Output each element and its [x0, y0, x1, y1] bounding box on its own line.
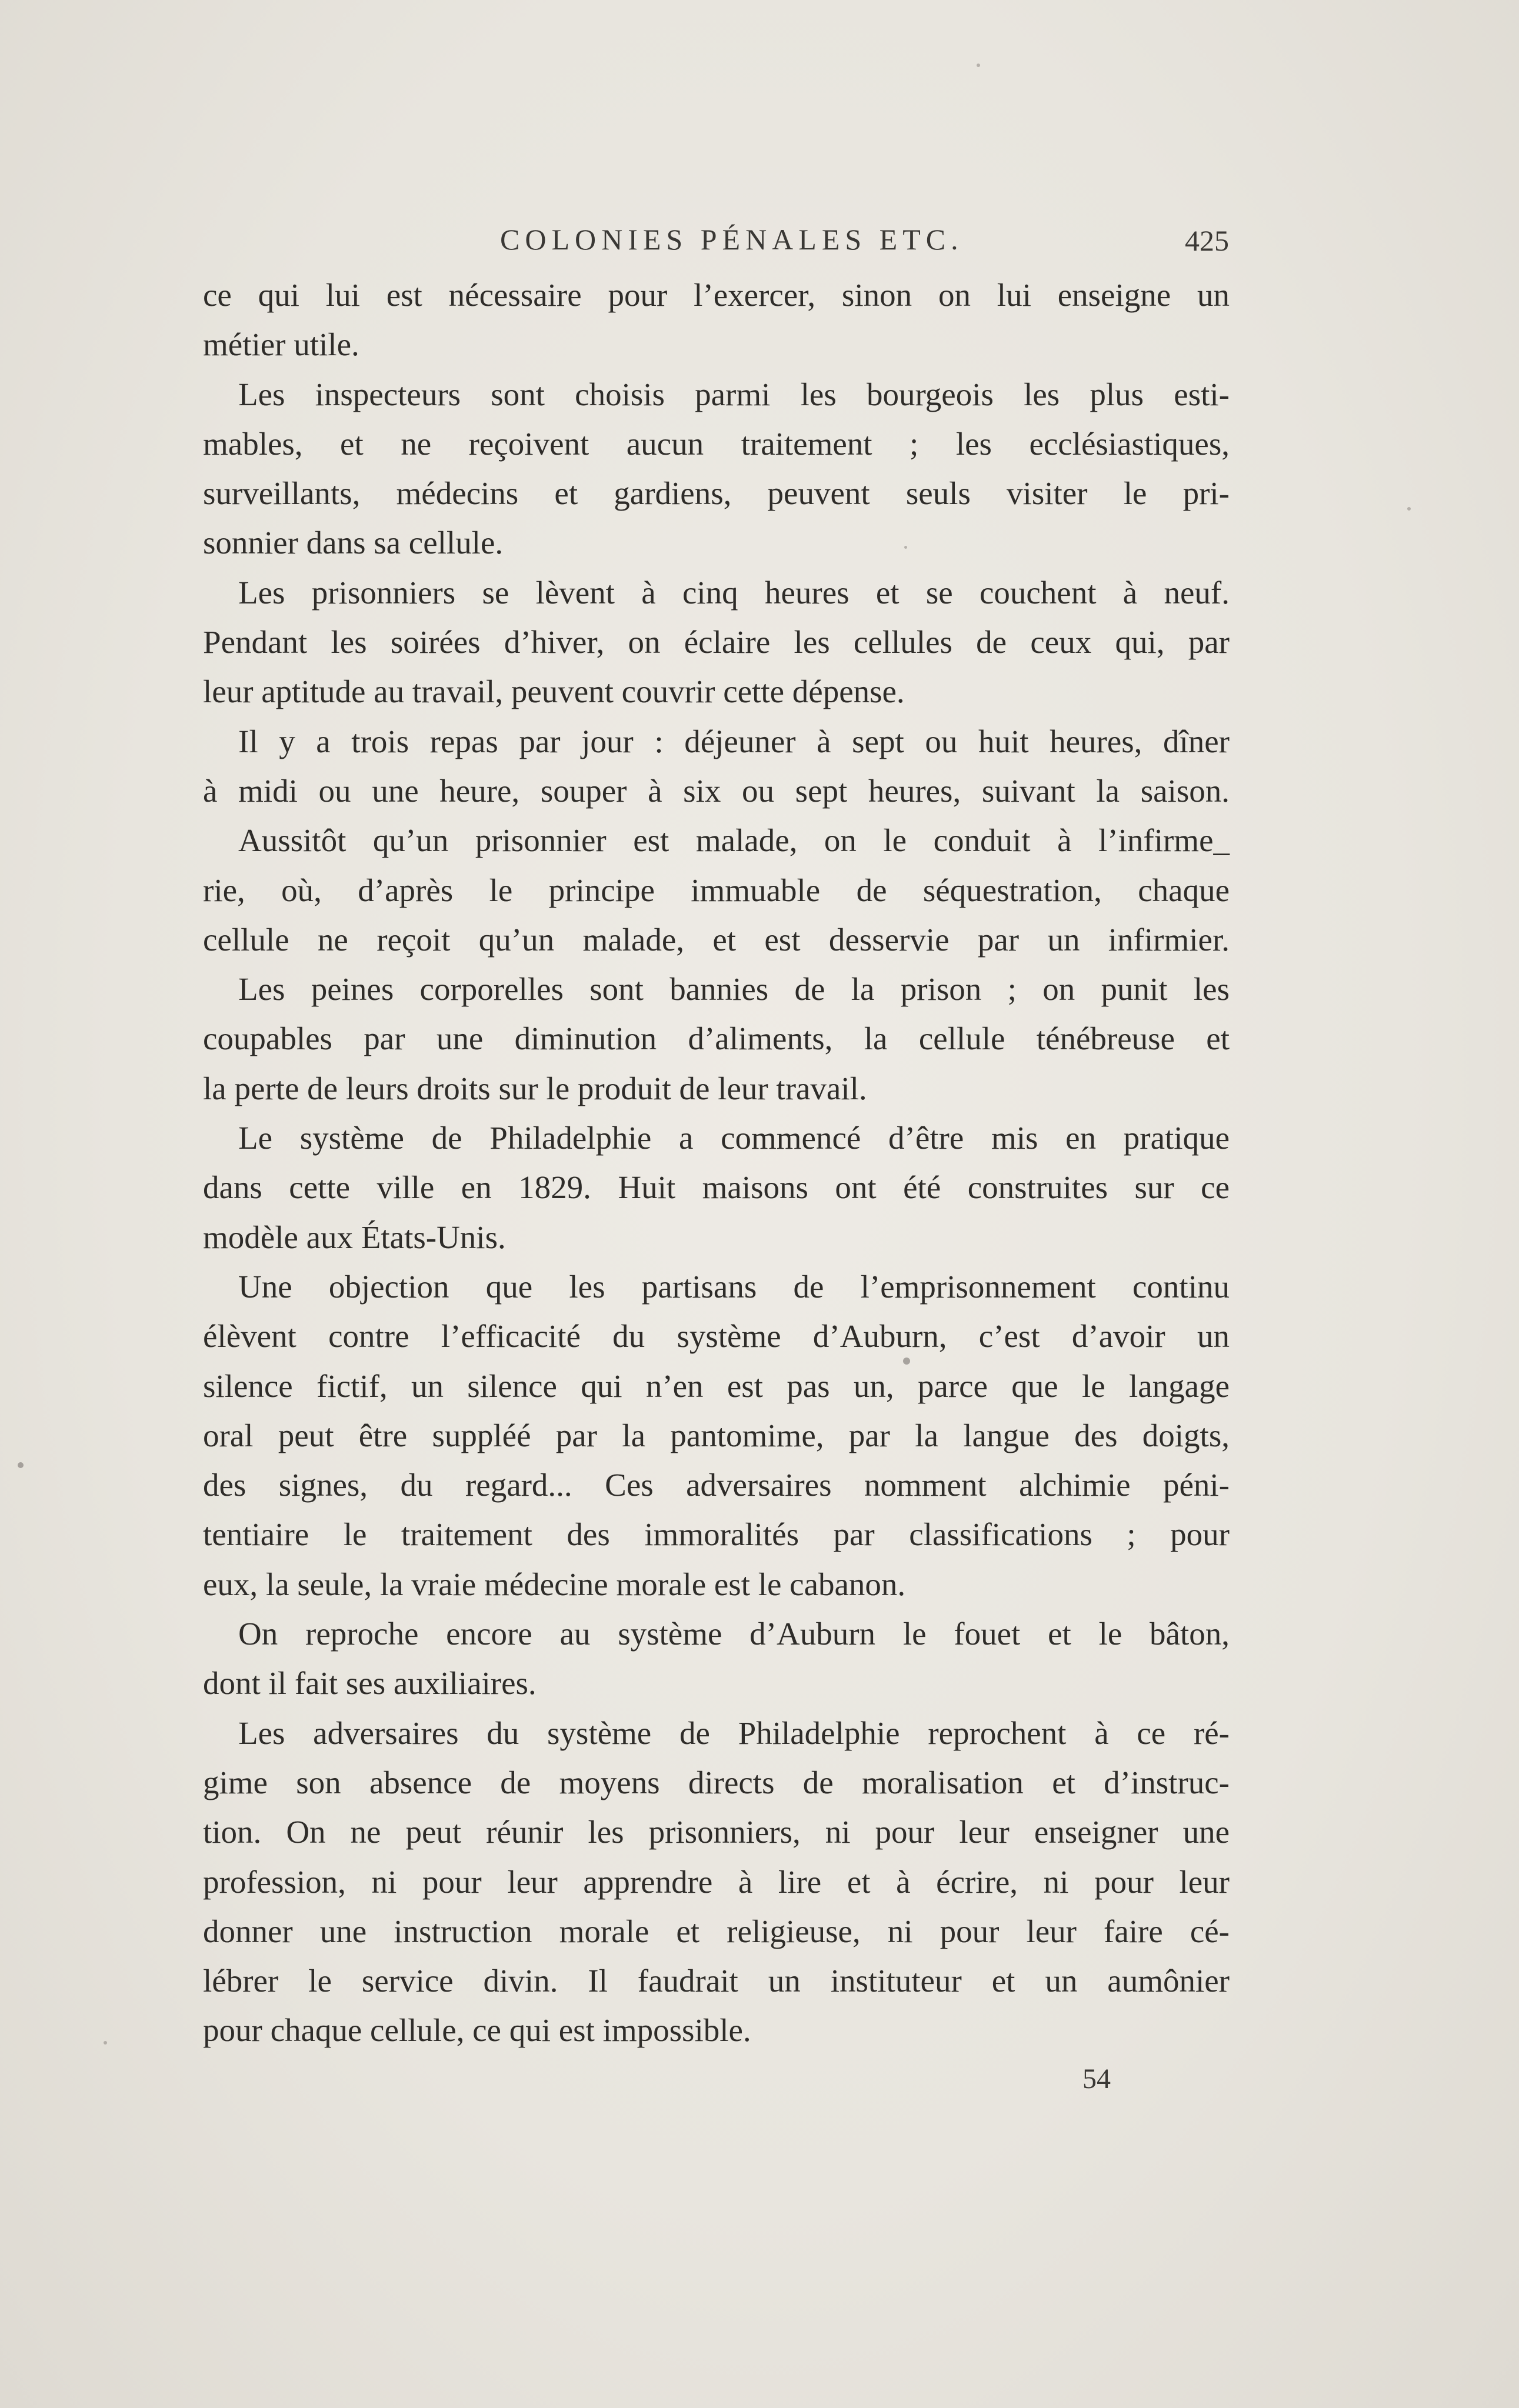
text-line: coupables par une diminution d’aliments, la cellule ténébreuse et: [203, 1020, 1230, 1057]
text-line: oral peut être suppléé par la pantomime, par la langue des doigts,: [203, 1417, 1230, 1453]
text-line: la perte de leurs droits sur le produit de leur travail.: [203, 1070, 867, 1106]
text-line: silence fictif, un silence qui n’en est pas un, parce que le langage: [203, 1368, 1230, 1404]
text-line: surveillants, médecins et gardiens, peuvent seuls visiter le pri-: [203, 475, 1230, 512]
text-line: Une objection que les partisans de l’emprisonnement continu: [238, 1268, 1230, 1305]
text-line: mables, et ne reçoivent aucun traitement ; les ecclésiastiques,: [203, 425, 1230, 462]
text-line: à midi ou une heure, souper à six ou sept heures, suivant la saison.: [203, 772, 1230, 809]
text-line: pour chaque cellule, ce qui est impossible.: [203, 2012, 751, 2049]
text-line: Les inspecteurs sont choisis parmi les bourgeois les plus esti-: [238, 376, 1230, 412]
text-line: tion. On ne peut réunir les prisonniers, ni pour leur enseigner une: [203, 1814, 1230, 1850]
text-line: dont il fait ses auxiliaires.: [203, 1665, 537, 1702]
paper-speck: [1407, 507, 1411, 511]
text-line: Aussitôt qu’un prisonnier est malade, on le conduit à l’infirme_: [238, 822, 1230, 859]
text-line: profession, ni pour leur apprendre à lire et à écrire, ni pour leur: [203, 1863, 1230, 1900]
page-number: 425: [1185, 224, 1229, 257]
text-line: donner une instruction morale et religieuse, ni pour leur faire cé-: [203, 1913, 1230, 1949]
text-line: Il y a trois repas par jour : déjeuner à sept ou huit heures, dîner: [238, 723, 1230, 759]
text-line: eux, la seule, la vraie médecine morale est le cabanon.: [203, 1566, 906, 1602]
running-head: [0, 222, 1519, 258]
running-title: COLONIES PÉNALES ETC.: [500, 223, 964, 256]
text-line: Les prisonniers se lèvent à cinq heures et se couchent à neuf.: [238, 574, 1230, 611]
signature-mark: 54: [1082, 2063, 1111, 2095]
text-line: On reproche encore au système d’Auburn le fouet et le bâton,: [238, 1616, 1230, 1652]
text-line: modèle aux États-Unis.: [203, 1219, 506, 1255]
text-line: Les peines corporelles sont bannies de la prison ; on punit les: [238, 971, 1230, 1008]
text-line: Les adversaires du système de Philadelphie reprochent à ce ré-: [238, 1715, 1230, 1751]
text-line: tentiaire le traitement des immoralités par classifications ; pour: [203, 1516, 1230, 1553]
text-line: ce qui lui est nécessaire pour l’exercer, sinon on lui enseigne un: [203, 277, 1230, 313]
paper-speck: [104, 2041, 107, 2045]
text-line: des signes, du regard... Ces adversaires nomment alchimie péni-: [203, 1467, 1230, 1503]
text-line: élèvent contre l’efficacité du système d’Auburn, c’est d’avoir un: [203, 1318, 1230, 1355]
text-line: dans cette ville en 1829. Huit maisons ont été construites sur ce: [203, 1169, 1230, 1206]
text-line: sonnier dans sa cellule.: [203, 525, 504, 561]
paper-speck: [18, 1462, 24, 1468]
text-line: métier utile.: [203, 326, 359, 363]
paper-speck: [977, 64, 980, 67]
text-line: leur aptitude au travail, peuvent couvrir cette dépense.: [203, 673, 905, 710]
text-line: lébrer le service divin. Il faudrait un instituteur et un aumônier: [203, 1963, 1230, 1999]
text-line: Le système de Philadelphie a commencé d’être mis en pratique: [238, 1120, 1230, 1156]
text-line: Pendant les soirées d’hiver, on éclaire les cellules de ceux qui, par: [203, 624, 1230, 661]
text-line: cellule ne reçoit qu’un malade, et est desservie par un infirmier.: [203, 921, 1230, 958]
text-line: gime son absence de moyens directs de moralisation et d’instruc-: [203, 1764, 1230, 1800]
body-text: [203, 271, 1230, 2056]
text-line: rie, où, d’après le principe immuable de séquestration, chaque: [203, 872, 1230, 908]
